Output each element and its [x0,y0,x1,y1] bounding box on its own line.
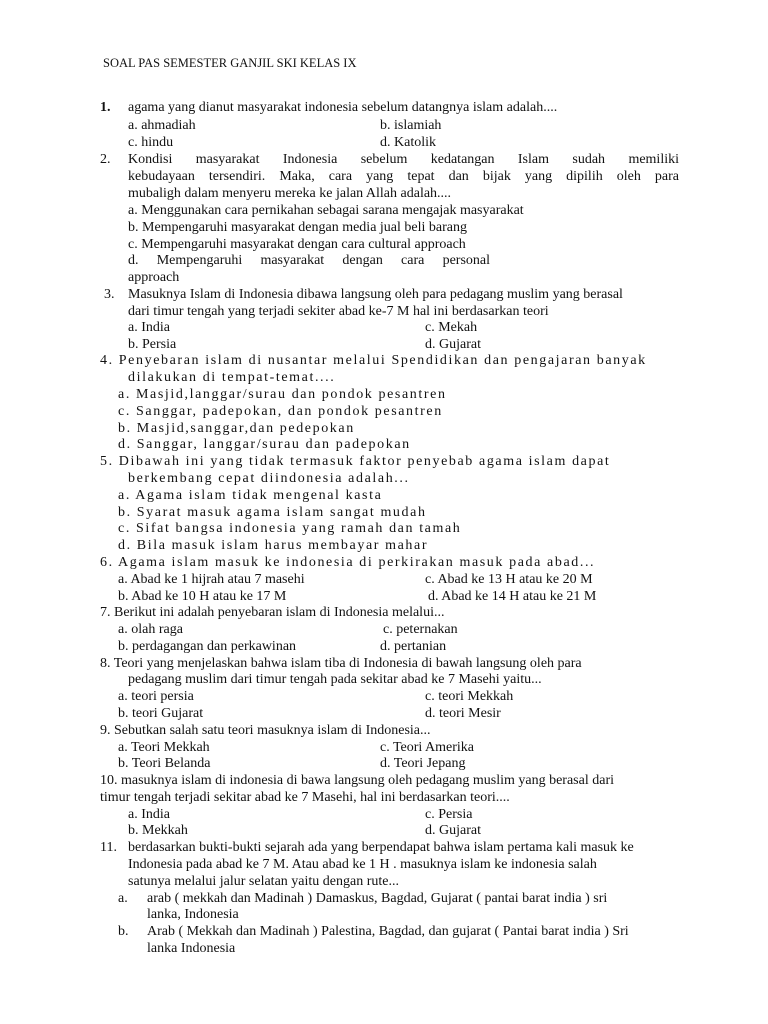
q11-option-a-line-2: lanka, Indonesia [147,907,239,922]
q5-option-a: a. Agama islam tidak mengenal kasta [118,488,383,503]
q11-line-1: berdasarkan bukti-bukti sejarah ada yang berpendapat bahwa islam pertama kali masuk ke [128,840,634,855]
q2-option-d: d. Mempengaruhi masyarakat dengan cara personal [128,253,490,268]
q4-option-a: a. Masjid,langgar/surau dan pondok pesantren [118,387,447,402]
q8-option-b: b. teori Gujarat [118,706,204,721]
q11-option-b-line-1: Arab ( Mekkah dan Madinah ) Palestina, Bagdad, dan gujarat ( Pantai barat india ) Sri [147,924,629,939]
q9-line-1: 9. Sebutkan salah satu teori masuknya islam di Indonesia... [100,723,431,738]
q1-option-d: d. Katolik [380,135,436,150]
q5-option-b: b. Syarat masuk agama islam sangat mudah [118,505,427,520]
q4-option-c: c. Sanggar, padepokan, dan pondok pesantren [118,404,443,419]
q5-line-1: 5. Dibawah ini yang tidak termasuk faktor penyebab agama islam dapat [100,454,611,469]
q7-option-a: a. olah raga [118,622,183,637]
q11-number: 11. [100,840,117,855]
q1-text: agama yang dianut masyarakat indonesia sebelum datangnya islam adalah.... [128,100,558,115]
q7-option-b: b. perdagangan dan perkawinan [118,639,297,654]
q5-line-2: berkembang cepat diindonesia adalah... [128,471,410,486]
q10-line-2: timur tengah terjadi sekitar abad ke 7 Masehi, hal ini berdasarkan teori.... [100,790,510,805]
page-title: SOAL PAS SEMESTER GANJIL SKI KELAS IX [103,56,357,70]
q9-option-d: d. Teori Jepang [380,756,466,771]
q11-line-2: Indonesia pada abad ke 7 M. Atau abad ke 1 H . masuknya islam ke indonesia salah [128,857,597,872]
q3-option-a: a. India [128,320,170,335]
q4-line-1: 4. Penyebaran islam di nusantar melalui Spendidikan dan pengajaran banyak [100,353,647,368]
q7-option-c: c. peternakan [383,622,458,637]
q10-line-1: 10. masuknya islam di indonesia di bawa langsung oleh pedagang muslim yang berasal dari [100,773,614,788]
q3-option-c: c. Mekah [425,320,478,335]
q6-option-d: d. Abad ke 14 H atau ke 21 M [428,589,597,604]
q3-line-1: Masuknya Islam di Indonesia dibawa langsung oleh para pedagang muslim yang berasal [128,287,623,302]
q1-number: 1. [100,100,111,115]
q6-line-1: 6. Agama islam masuk ke indonesia di perkirakan masuk pada abad... [100,555,596,570]
q10-option-a: a. India [128,807,170,822]
q4-line-2: dilakukan di tempat-temat.... [128,370,336,385]
q8-line-2: pedagang muslim dari timur tengah pada sekitar abad ke 7 Masehi yaitu... [128,672,542,687]
q10-option-d: d. Gujarat [425,823,481,838]
q2-line-2: kebudayaan tersendiri. Maka, cara yang tepat dan bijak yang dipilih oleh para [128,169,679,184]
q7-line-1: 7. Berikut ini adalah penyebaran islam di Indonesia melalui... [100,605,445,620]
q8-option-c: c. teori Mekkah [425,689,514,704]
q6-option-a: a. Abad ke 1 hijrah atau 7 masehi [118,572,305,587]
q2-option-d-cont: approach [128,270,180,285]
q8-option-a: a. teori persia [118,689,194,704]
q3-line-2: dari timur tengah yang terjadi sekiter abad ke-7 M hal ini berdasarkan teori [128,304,549,319]
q11-option-b-label: b. [118,924,129,939]
q10-option-b: b. Mekkah [128,823,188,838]
q1-option-a: a. ahmadiah [128,118,196,133]
q11-option-b-line-2: lanka Indonesia [147,941,236,956]
q4-option-d: d. Sanggar, langgar/surau dan padepokan [118,437,411,452]
q10-option-c: c. Persia [425,807,473,822]
q2-option-c: c. Mempengaruhi masyarakat dengan cara cultural approach [128,237,466,252]
q5-option-d: d. Bila masuk islam harus membayar mahar [118,538,429,553]
q1-option-b: b. islamiah [380,118,442,133]
q2-option-b: b. Mempengaruhi masyarakat dengan media jual beli barang [128,220,467,235]
q2-line-1: Kondisi masyarakat Indonesia sebelum kedatangan Islam sudah memiliki [128,152,679,167]
q2-option-a: a. Menggunakan cara pernikahan sebagai sarana mengajak masyarakat [128,203,524,218]
q11-option-a-label: a. [118,891,128,906]
q3-option-d: d. Gujarat [425,337,481,352]
q8-option-d: d. teori Mesir [425,706,501,721]
q3-option-b: b. Persia [128,337,177,352]
q11-line-3: satunya melalui jalur selatan yaitu dengan rute... [128,874,399,889]
q2-line-3: mubaligh dalam menyeru mereka ke jalan Allah adalah.... [128,186,452,201]
q7-option-d: d. pertanian [380,639,447,654]
q1-option-c: c. hindu [128,135,174,150]
q3-number: 3. [104,287,115,302]
q9-option-c: c. Teori Amerika [380,740,475,755]
q9-option-a: a. Teori Mekkah [118,740,210,755]
q6-option-c: c. Abad ke 13 H atau ke 20 M [425,572,593,587]
q4-option-b: b. Masjid,sanggar,dan pedepokan [118,421,355,436]
q8-line-1: 8. Teori yang menjelaskan bahwa islam tiba di Indonesia di bawah langsung oleh para [100,656,582,671]
q9-option-b: b. Teori Belanda [118,756,211,771]
q6-option-b: b. Abad ke 10 H atau ke 17 M [118,589,287,604]
q2-number: 2. [100,152,111,167]
q11-option-a-line-1: arab ( mekkah dan Madinah ) Damaskus, Bagdad, Gujarat ( pantai barat india ) sri [147,891,608,906]
q5-option-c: c. Sifat bangsa indonesia yang ramah dan tamah [118,521,462,536]
